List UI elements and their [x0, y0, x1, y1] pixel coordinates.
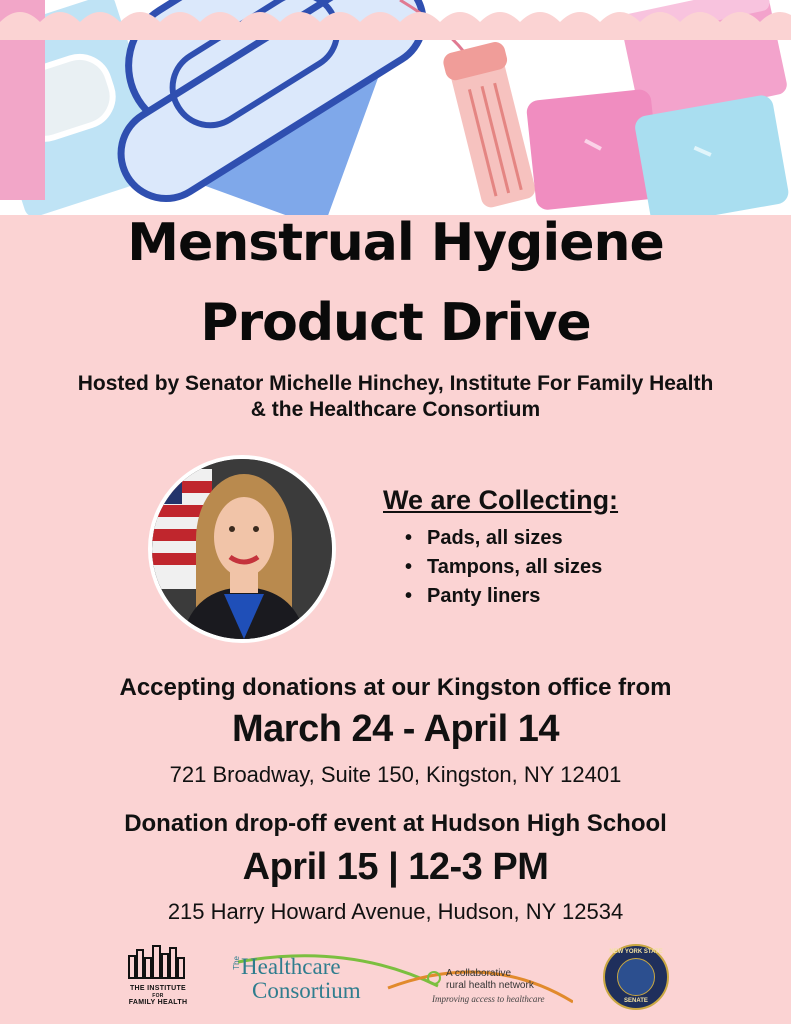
list-item: • Panty liners — [405, 582, 602, 611]
hosted-by-line-1: Hosted by Senator Michelle Hinchey, Institute For Family Health — [77, 372, 714, 395]
hc-name-line-1: Healthcare — [241, 954, 341, 979]
institute-family-health-logo — [122, 944, 194, 1012]
hc-tagline-3: Improving access to healthcare — [432, 994, 545, 1004]
kingston-address: 721 Broadway, Suite 150, Kingston, NY 12401 — [169, 762, 622, 787]
list-item: • Pads, all sizes — [405, 524, 602, 553]
collecting-list — [405, 524, 602, 611]
hc-name-line-2: Consortium — [252, 978, 361, 1003]
page-title-line-1: Menstrual Hygiene — [127, 213, 664, 273]
seal-emblem — [617, 958, 655, 996]
buildings-icon — [125, 944, 191, 980]
hero-illustration — [0, 0, 791, 215]
hc-tagline-1: A collaborative — [446, 968, 512, 979]
kingston-lead: Accepting donations at our Kingston office from — [119, 674, 672, 701]
hc-tagline-2: rural health network — [446, 980, 534, 991]
hudson-address: 215 Harry Howard Avenue, Hudson, NY 12534 — [167, 899, 624, 924]
hc-the: The — [232, 956, 241, 970]
page-title-line-2: Product Drive — [200, 293, 591, 353]
healthcare-consortium-logo — [228, 948, 573, 1008]
scalloped-edge — [0, 0, 791, 40]
list-item: • Tampons, all sizes — [405, 553, 602, 582]
senator-photo — [148, 455, 336, 643]
ny-senate-seal-icon — [603, 944, 669, 1010]
ifh-line-3: FAMILY HEALTH — [128, 999, 188, 1006]
ifh-line-1: THE INSTITUTE — [129, 985, 186, 992]
collecting-heading: We are Collecting: — [383, 485, 619, 515]
seal-top-text: NEW YORK STATE — [609, 949, 663, 955]
seal-bottom-text: SENATE — [624, 998, 648, 1004]
hudson-dates: April 15 | 12-3 PM — [242, 846, 549, 888]
hudson-lead: Donation drop-off event at Hudson High School — [124, 810, 667, 837]
hosted-by-line-2: & the Healthcare Consortium — [250, 398, 541, 421]
kingston-dates: March 24 - April 14 — [232, 708, 559, 750]
ifh-line-2: FOR — [152, 993, 164, 999]
